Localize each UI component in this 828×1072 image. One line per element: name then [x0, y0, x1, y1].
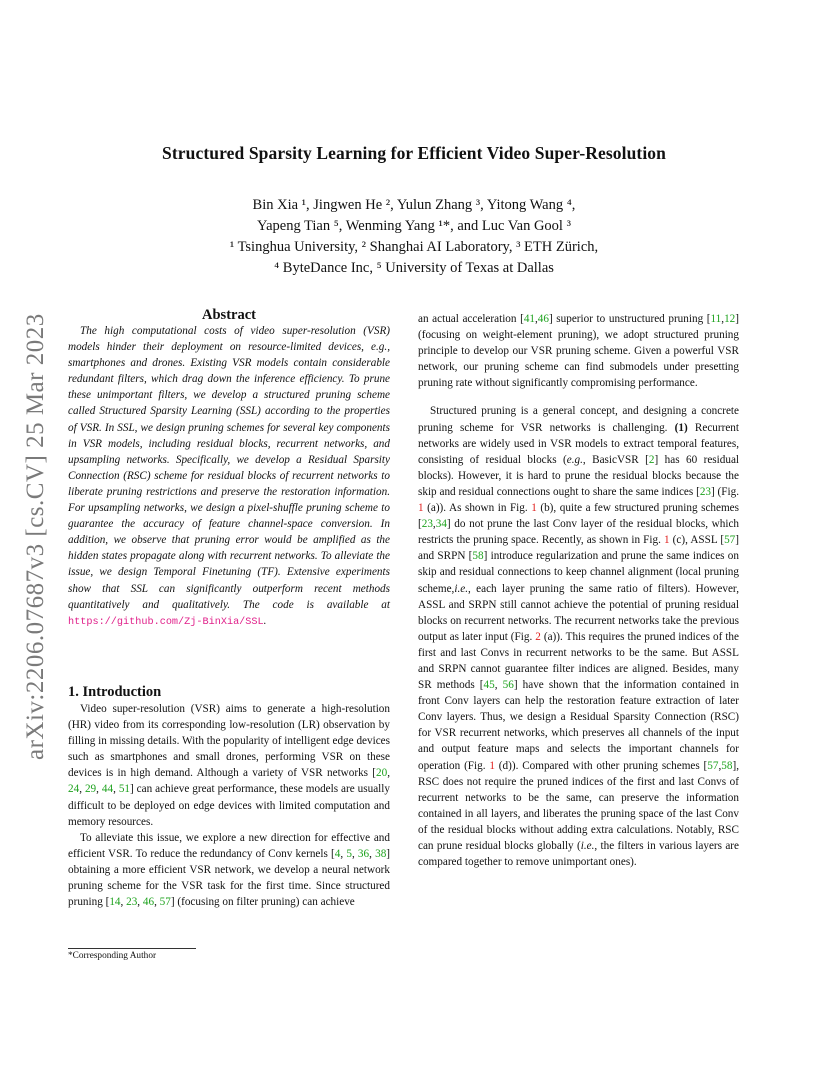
intro-paragraph-2: To alleviate this issue, we explore a new direction for effective and efficient VSR. To reduce the redundancy of Conv kernels [4, 5, 36, 38] obtaining a more efficient VSR network, we develop a neural network pruning scheme for the VSR task for the first time. Since structured pruning [14, 23, 46, 57] (focusing on filter pruning) can achieve — [68, 831, 391, 909]
citation[interactable]: 24 — [68, 783, 80, 796]
citation[interactable]: 12 — [724, 313, 736, 325]
abstract-end: . — [263, 614, 267, 627]
citation[interactable]: 44 — [101, 783, 114, 796]
author-line-2: Yapeng Tian ⁵, Wenming Yang ¹*, and Luc Van Gool ³ — [257, 218, 571, 234]
citation[interactable]: 57 — [159, 896, 171, 909]
abstract-text: The high computational costs of video super-resolution (VSR) models hinder their deployment on resource-limited devices, e.g., smartphones and drones. Existing VSR models contain considerable redundant filters, which drag down the inference efficiency. To prune these unimportant filters, we develop a structured pruning scheme called Structured Sparsity Learning (SSL) according to the properties of VSR. In SSL, we design pruning schemes for several key components in VSR models, including residual blocks, recurrent networks, and upsampling networks. Specifically, we develop a Residual Sparsity Connection (RSC) scheme for residual blocks of recurrent networks to liberate pruning restrictions and preserve the restoration information. For upsampling networks, we design a pixel-shuffle pruning scheme to guarantee the accuracy of feature channel-space conversion. In addition, we observe that pruning error would be amplified as the hidden states propagate along with recurrent networks. To alleviate the issue, we design Temporal Finetuning (TF). Extensive experiments show that SSL can significantly outperform recent methods quantitatively and qualitatively. The code is available at — [68, 325, 390, 611]
citation[interactable]: 23 — [126, 896, 138, 909]
citation[interactable]: 38 — [375, 847, 387, 860]
citation[interactable]: 45 — [483, 679, 495, 692]
section-heading-introduction: 1. Introduction — [68, 684, 162, 700]
intro-paragraph-1: Video super-resolution (VSR) aims to generate a high-resolution (HR) video from its corresponding low-resolution (LR) observation by filling in missing details. With the popularity of intelligent edge devices such as smartphones and small drones, performing VSR on these devices is in high demand. Although a variety of VSR networks [20, 24, 29, 44, 51] can achieve great performance, these models are usually difficult to be deployed on edge devices with limited computation and memory resources. — [68, 703, 390, 828]
introduction-body — [68, 701, 390, 910]
citation[interactable]: 36 — [357, 847, 370, 860]
citation[interactable]: 2 — [648, 453, 655, 466]
citation[interactable]: 46 — [537, 313, 549, 325]
footnote-divider — [68, 948, 196, 949]
citation[interactable]: 20 — [376, 767, 388, 780]
footnote: *Corresponding Author — [68, 951, 157, 961]
abstract-body — [68, 323, 390, 631]
author-line-1: Bin Xia ¹, Jingwen He ², Yulun Zhang ³, Yitong Wang ⁴, — [252, 197, 576, 213]
citation[interactable]: 58 — [721, 759, 733, 772]
citation[interactable]: 5 — [346, 847, 352, 860]
code-link[interactable]: https://github.com/Zj-BinXia/SSL — [68, 616, 264, 628]
citation[interactable]: 4 — [334, 847, 341, 860]
citation[interactable]: 57 — [707, 759, 719, 772]
figure-ref[interactable]: 1 — [531, 502, 537, 515]
arxiv-identifier: arXiv:2206.07687v3 [cs.CV] 25 Mar 2023 — [22, 313, 49, 760]
affiliation-line-2: ⁴ ByteDance Inc, ⁵ University of Texas at Dallas — [274, 260, 554, 276]
citation[interactable]: 34 — [435, 518, 447, 531]
author-block — [0, 195, 828, 279]
citation[interactable]: 23 — [699, 485, 711, 498]
paper-title: Structured Sparsity Learning for Efficient Video Super-Resolution — [162, 143, 666, 163]
citation[interactable]: 46 — [142, 896, 155, 909]
citation[interactable]: 56 — [502, 679, 514, 692]
abstract-heading: Abstract — [202, 307, 256, 323]
affiliation-line-1: ¹ Tsinghua University, ² Shanghai AI Laboratory, ³ ETH Zürich, — [229, 239, 599, 255]
right-paragraph-2: Structured pruning is a general concept, and designing a concrete pruning scheme for VSR networks is challenging. (1) Recurrent networks are widely used in VSR models to extract temporal features, consisting of residual blocks (e.g., BasicVSR [2] has 60 residual blocks). However, it is hard to prune the residual blocks because the skip and residual connections ought to share the same indices [23] (Fig. 1 (a)). As shown in Fig. 1 (b), quite a few structured pruning schemes [23,34] do not prune the last Conv layer of the residual blocks, which restricts the pruning space. Recently, as shown in Fig. 1 (c), ASSL [57] and SRPN [58] introduce regularization and prune the same indices on skip and residual connections to keep channel alignment (local pruning scheme,i.e., each layer pruning the same ratio of filters). However, ASSL and SRPN still cannot achieve the potential of pruning residual blocks on recurrent networks. The recurrent networks take the previous output as later input (Fig. 2 (a)). This requires the pruned indices of the first and last Convs in recurrent networks to be the same. But ASSL and SRPN cannot guarantee filter indices are aligned. Besides, many SR methods [45, 56] have shown that the information contained in front Conv layers can help the restoration feature extraction of later Conv layers. Thus, we design a Residual Sparsity Connection (RSC) for VSR recurrent networks, which preserves all channels of the input and output feature maps and selects the important channels for operation (Fig. 1 (d)). Compared with other pruning schemes [57,58], RSC does not require the pruned indices of the first and last Convs of recurrent networks to be the same, can preserve the information contained in all layers, and liberates the pruning space of the last Conv of the residual blocks without adding extra calculations. Notably, RSC can prune residual blocks globally (i.e., the filters in various layers are compared together to remove unimportant ones). — [418, 405, 740, 869]
right-paragraph-1: an actual acceleration [41,46] superior to unstructured pruning [11,12] (focusing on weight-element pruning), we adopt structured pruning principle to develop our VSR pruning scheme. Given a powerful VSR network, our pruning scheme can find submodels under presetting pruning rate without significantly compromising performance. — [418, 313, 739, 390]
figure-ref[interactable]: 2 — [535, 630, 541, 643]
citation[interactable]: 14 — [109, 896, 121, 909]
citation[interactable]: 11 — [710, 313, 722, 325]
right-column-body — [418, 311, 739, 870]
citation[interactable]: 58 — [472, 550, 484, 563]
citation[interactable]: 23 — [421, 518, 433, 531]
citation[interactable]: 41 — [523, 313, 535, 325]
figure-ref[interactable]: 1 — [489, 759, 495, 772]
figure-ref[interactable]: 1 — [663, 534, 670, 547]
citation[interactable]: 29 — [84, 783, 97, 796]
figure-ref[interactable]: 1 — [418, 502, 424, 515]
citation[interactable]: 51 — [118, 783, 130, 796]
citation[interactable]: 57 — [724, 534, 736, 547]
